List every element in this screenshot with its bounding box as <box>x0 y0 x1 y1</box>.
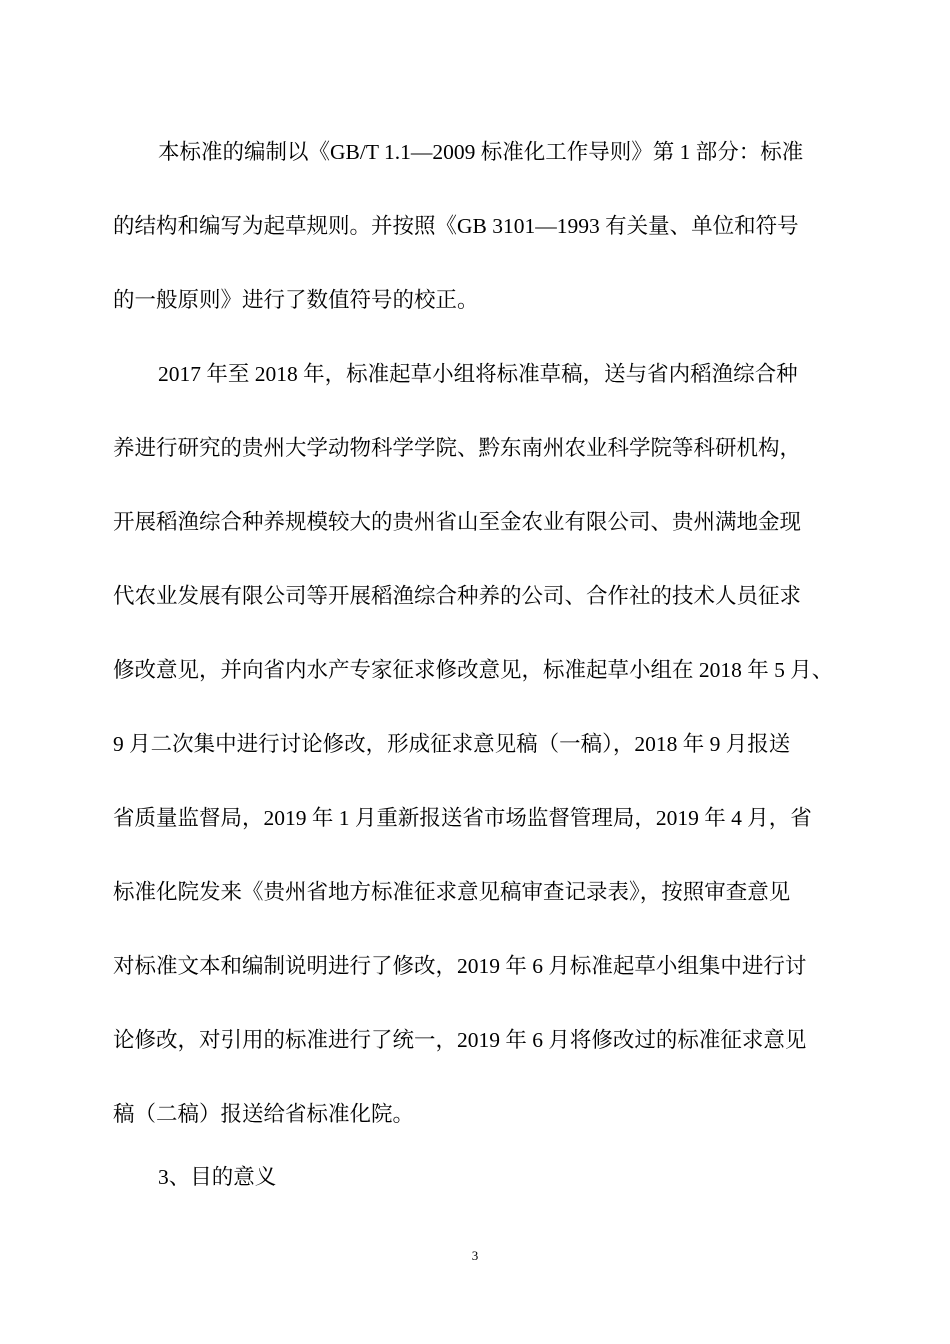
section-heading: 3、目的意义 <box>158 1165 277 1189</box>
paragraph-2-line-10: 论修改，对引用的标准进行了统一，2019 年 6 月将修改过的标准征求意见 <box>113 1028 807 1052</box>
paragraph-1-line-1: 本标准的编制以《GB/T 1.1—2009 标准化工作导则》第 1 部分：标准 <box>158 140 804 164</box>
paragraph-2-line-3: 开展稻渔综合种养规模较大的贵州省山至金农业有限公司、贵州满地金现 <box>113 510 802 534</box>
paragraph-1-line-2: 的结构和编写为起草规则。并按照《GB 3101—1993 有关量、单位和符号 <box>113 214 799 238</box>
paragraph-2-line-1: 2017 年至 2018 年，标准起草小组将标准草稿，送与省内稻渔综合种 <box>158 362 798 386</box>
paragraph-2-line-2: 养进行研究的贵州大学动物科学学院、黔东南州农业科学院等科研机构， <box>113 436 802 460</box>
paragraph-2-line-5: 修改意见，并向省内水产专家征求修改意见，标准起草小组在 2018 年 5 月、 <box>113 658 834 682</box>
page-number: 3 <box>471 1248 479 1263</box>
paragraph-2-line-7: 省质量监督局，2019 年 1 月重新报送省市场监督管理局，2019 年 4 月，省 <box>113 806 812 830</box>
paragraph-2-line-9: 对标准文本和编制说明进行了修改，2019 年 6 月标准起草小组集中进行讨 <box>113 954 807 978</box>
paragraph-2-line-4: 代农业发展有限公司等开展稻渔综合种养的公司、合作社的技术人员征求 <box>113 584 802 608</box>
paragraph-2-line-6: 9 月二次集中进行讨论修改，形成征求意见稿（一稿），2018 年 9 月报送 <box>113 732 791 756</box>
paragraph-2-line-11: 稿（二稿）报送给省标准化院。 <box>113 1102 415 1126</box>
paragraph-1-line-3: 的一般原则》进行了数值符号的校正。 <box>113 288 479 312</box>
paragraph-2-line-8: 标准化院发来《贵州省地方标准征求意见稿审查记录表》，按照审查意见 <box>113 880 791 904</box>
